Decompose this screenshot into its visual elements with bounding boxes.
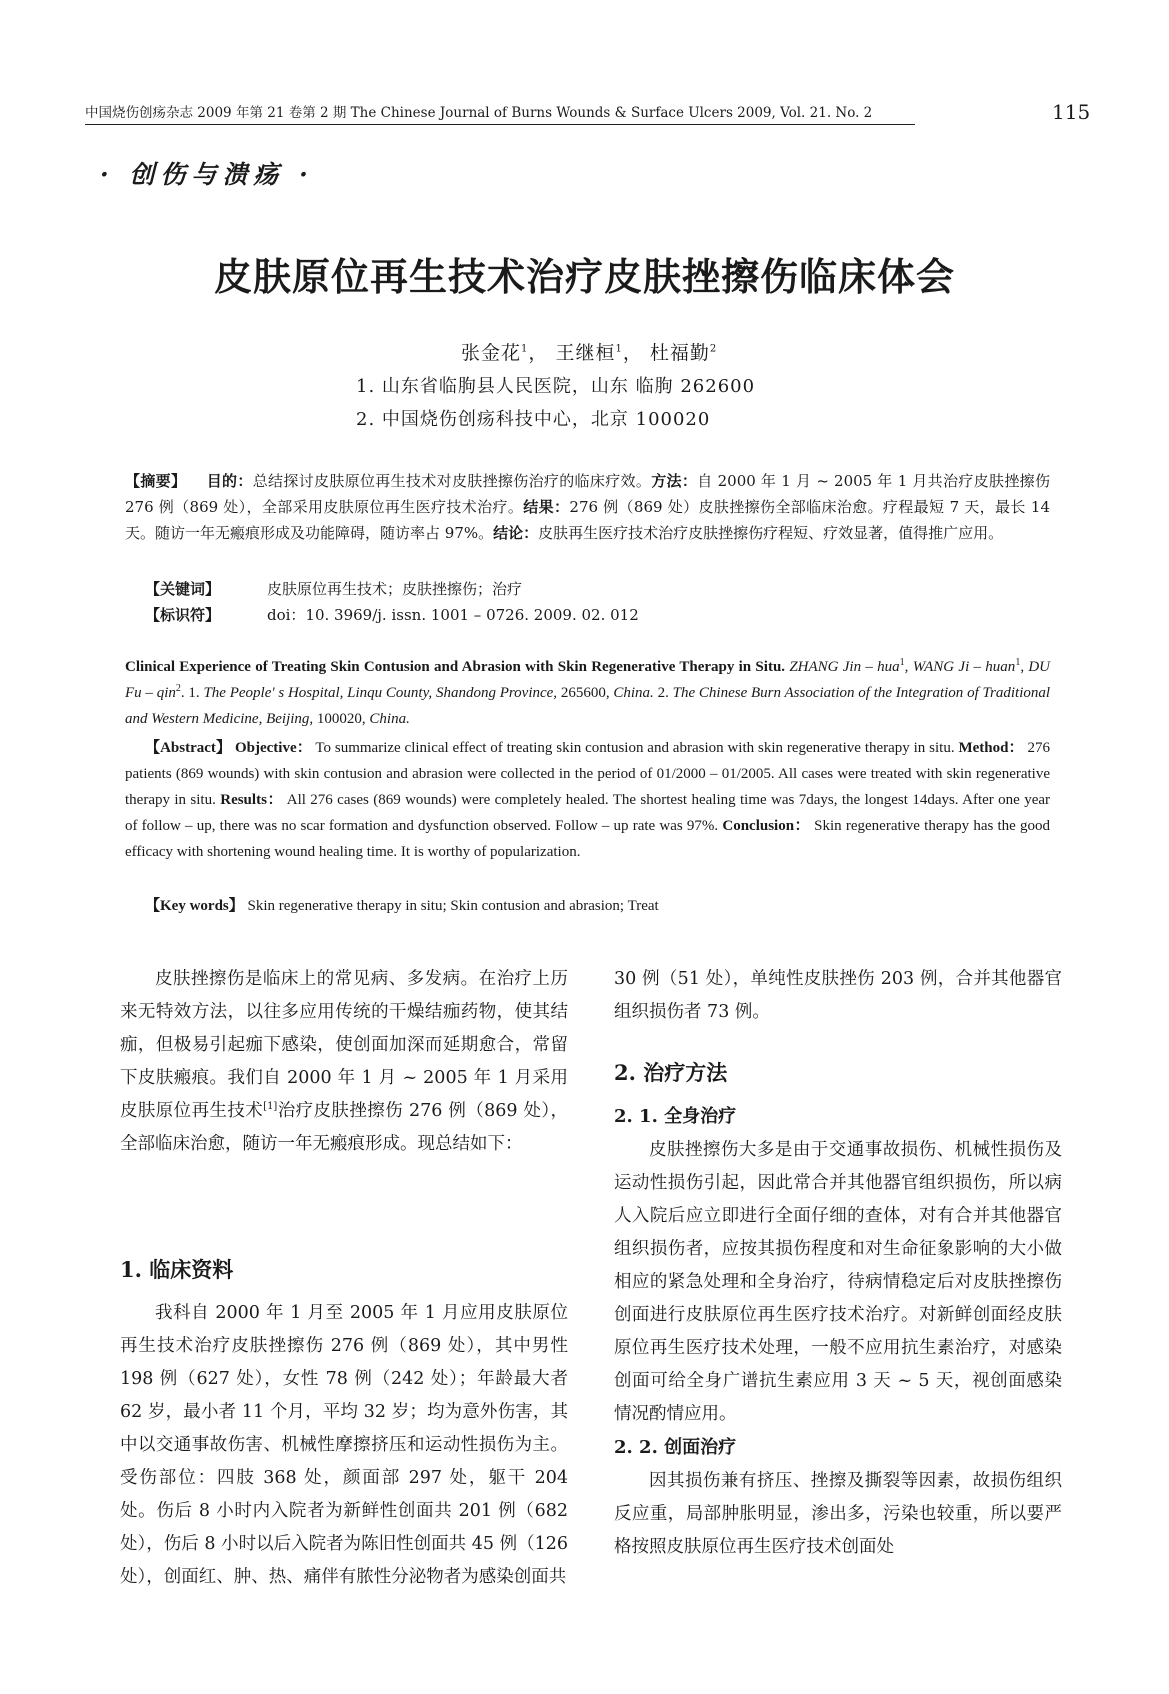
method-label: 方法： bbox=[651, 472, 698, 490]
author-affiliation-mark: 1 bbox=[1015, 657, 1021, 668]
affiliation-zh-1: 1. 山东省临朐县人民医院，山东 临朐 262600 bbox=[356, 376, 756, 397]
abstract-zh bbox=[125, 468, 1050, 546]
method-text-en: 276 patients (869 wounds) with skin contusion and abrasion were collected in the period of 01/2000 – 01/2005. All cases were treated with skin regenerative therapy in situ. bbox=[125, 740, 1051, 808]
english-title-block: Clinical Experience of Treating Skin Contusion and Abrasion with Skin Regenerative Therapy in Situ. ZHANG Jin – hua$^1$, WANG Ji – huan$^1$, DU Fu – qin$^2$. 1. The People' s Hospital, Linqu County, Shandong Province, 265600, China. 2. The Chinese Burn Association of the Integration of Traditional and Western Medicine, Beijing, 100020, China. bbox=[125, 657, 1051, 727]
objective-text-en: To summarize clinical effect of treating skin contusion and abrasion with skin regenerative therapy in situ. bbox=[315, 740, 955, 756]
keywords-en bbox=[145, 893, 1045, 919]
author-affiliation-mark: 1 bbox=[521, 343, 529, 355]
result-label: 结果： bbox=[523, 498, 570, 516]
country: China. bbox=[369, 711, 410, 727]
section-heading: 1. 临床资料 bbox=[120, 1257, 234, 1282]
section-1 bbox=[120, 1255, 568, 1594]
author-affiliation-mark: 2 bbox=[709, 343, 718, 355]
subsection-2-2-paragraph: 因其损伤兼有挤压、挫擦及撕裂等因素，故损伤组织反应重，局部肿胀明显，渗出多，污染也较重，所以要严格按照皮肤原位再生医疗技术创面处 bbox=[614, 1471, 1062, 1557]
author-name: 王继桓 bbox=[555, 342, 616, 364]
authors-zh bbox=[461, 338, 717, 365]
postal-code: 100020, bbox=[316, 711, 366, 727]
section-heading: 2. 治疗方法 bbox=[614, 1060, 728, 1085]
author-affiliation-mark: 2 bbox=[175, 683, 181, 694]
abstract-label: 【摘要】 bbox=[125, 472, 187, 490]
identifier-zh bbox=[145, 604, 639, 625]
affiliation-en-2: The Chinese Burn Association of the Integration of Traditional and Western Medicine, Beijing, bbox=[125, 685, 1051, 727]
doi-text[interactable]: doi：10. 3969/j. issn. 1001 – 0726. 2009. 02. 012 bbox=[267, 606, 639, 624]
affiliation-number: 2. bbox=[657, 685, 669, 701]
method-text: 自 2000 年 1 月 ~ 2005 年 1 月共治疗皮肤挫擦伤 276 例（869 处），全部采用皮肤原位再生医疗技术治疗。 bbox=[125, 472, 1050, 516]
affiliation-number: 1. bbox=[188, 685, 200, 701]
author-name: 张金花 bbox=[461, 342, 522, 364]
keywords-zh bbox=[145, 578, 522, 599]
conclusion-text: 皮肤再生医疗技术治疗皮肤挫擦伤疗程短、疗效显著，值得推广应用。 bbox=[538, 524, 1004, 542]
results-text-en: All 276 cases (869 wounds) were completely healed. The shortest healing time was 7days, the longest 14days. After one year of follow – up, there was no scar formation and dysfunction observed. Follow – up rate was 97%. bbox=[125, 792, 1051, 834]
abstract-label-en: 【Abstract】 bbox=[145, 740, 232, 756]
keywords-label: 【关键词】 bbox=[145, 580, 221, 598]
objective-label-en: Objective： bbox=[234, 740, 312, 756]
subsection-heading: 2. 2. 创面治疗 bbox=[614, 1437, 737, 1458]
author-name-en: WANG Ji – huan bbox=[912, 659, 1016, 675]
intro-paragraph bbox=[120, 963, 568, 1161]
conclusion-label: 结论： bbox=[493, 524, 539, 542]
conclusion-text-en: Skin regenerative therapy has the good efficacy with shortening wound healing time. It is worthy of popularization. bbox=[125, 818, 1051, 860]
abstract-en bbox=[125, 735, 1050, 865]
result-text: 276 例（869 处）皮肤挫擦伤全部临床治愈。疗程最短 7 天，最长 14 天。随访一年无瘢痕形成及功能障碍，随访率占 97%。 bbox=[125, 498, 1050, 542]
affiliation-en-1: The People' s Hospital, Linqu County, Shandong Province, bbox=[203, 685, 558, 701]
running-header: 中国烧伤创疡杂志 2009 年第 21 卷第 2 期 The Chinese Journal of Burns Wounds & Surface Ulcers 2009, Vol. 21. No. 2 bbox=[85, 104, 915, 125]
section-1-continued bbox=[614, 963, 1062, 1029]
section-1-paragraph-continued: 30 例（51 处），单纯性皮肤挫伤 203 例，合并其他器官组织损伤者 73 例。 bbox=[614, 969, 1062, 1022]
subsection-heading: 2. 1. 全身治疗 bbox=[614, 1106, 737, 1127]
objective-text: 总结探讨皮肤原位再生技术对皮肤挫擦伤治疗的临床疗效。 bbox=[252, 472, 652, 490]
separator: ， bbox=[622, 342, 643, 364]
affiliation-zh-2: 2. 中国烧伤创疡科技中心，北京 100020 bbox=[356, 409, 711, 430]
separator: ， bbox=[528, 342, 549, 364]
column-head: · 创伤与溃疡 · bbox=[100, 160, 314, 189]
author-name-en: ZHANG Jin – hua bbox=[789, 659, 900, 675]
article-title-zh: 皮肤原位再生技术治疗皮肤挫擦伤临床体会 bbox=[213, 255, 955, 299]
country: China. bbox=[613, 685, 654, 701]
keywords-text-en: Skin regenerative therapy in situ; Skin contusion and abrasion; Treat bbox=[247, 898, 659, 914]
intro-text: 治疗皮肤挫擦伤 276 例（869 处），全部临床治愈，随访一年无瘢痕形成。现总结如下： bbox=[120, 1101, 569, 1154]
objective-label: 目的： bbox=[206, 472, 253, 490]
keywords-text: 皮肤原位再生技术；皮肤挫擦伤；治疗 bbox=[267, 580, 523, 598]
section-2 bbox=[614, 1058, 1062, 1564]
author-affiliation-mark: 1 bbox=[615, 343, 623, 355]
author-affiliation-mark: 1 bbox=[899, 657, 905, 668]
subsection-2-1-paragraph: 皮肤挫擦伤大多是由于交通事故损伤、机械性损伤及运动性损伤引起，因此常合并其他器官组织损伤，所以病人入院后应立即进行全面仔细的查体，对有合并其他器官组织损伤者，应按其损伤程度和对生命征象影响的大小做相应的紧急处理和全身治疗，待病情稳定后对皮肤挫擦伤创面进行皮肤原位再生医疗技术治疗。对新鲜创面经皮肤原位再生医疗技术处理，一般不应用抗生素治疗，对感染创面可给全身广谱抗生素应用 3 天 ~ 5 天，视创面感染情况酌情应用。 bbox=[614, 1140, 1062, 1424]
keywords-label-en: 【Key words】 bbox=[145, 898, 244, 914]
section-1-paragraph: 我科自 2000 年 1 月至 2005 年 1 月应用皮肤原位再生技术治疗皮肤挫擦伤 276 例（869 处），其中男性 198 例（627 处），女性 78 例（242 处）；年龄最大者 62 岁，最小者 11 个月，平均 32 岁；均为意外伤害，其中以交通事故伤害、机械性摩擦挤压和运动性损伤为主。受伤部位：四肢 368 处，颜面部 297 处，躯干 204 处。伤后 8 小时内入院者为新鲜性创面共 201 例（682 处），伤后 8 小时以后入院者为陈旧性创面共 45 例（126 处），创面红、肿、热、痛伴有脓性分泌物者为感染创面共 bbox=[120, 1303, 568, 1587]
intro-text: 皮肤挫擦伤是临床上的常见病、多发病。在治疗上历来无特效方法，以往多应用传统的干燥结痂药物，使其结痂，但极易引起痂下感染，使创面加深而延期愈合，常留下皮肤瘢痕。我们自 2000 年 1 月 ~ 2005 年 1 月采用皮肤原位再生技术 bbox=[120, 969, 568, 1121]
conclusion-label-en: Conclusion： bbox=[722, 818, 810, 834]
postal-code: 265600, bbox=[560, 685, 610, 701]
results-label-en: Results： bbox=[220, 792, 284, 808]
article-title-en: Clinical Experience of Treating Skin Contusion and Abrasion with Skin Regenerative Therapy in Situ. bbox=[125, 659, 786, 675]
author-name: 杜福勤 bbox=[649, 342, 710, 364]
page-number: 115 bbox=[1052, 100, 1091, 124]
citation-ref[interactable]: [1] bbox=[263, 1101, 278, 1113]
method-label-en: Method： bbox=[958, 740, 1024, 756]
author-name-en: DU Fu – qin bbox=[125, 659, 1051, 701]
identifier-label: 【标识符】 bbox=[145, 606, 221, 624]
